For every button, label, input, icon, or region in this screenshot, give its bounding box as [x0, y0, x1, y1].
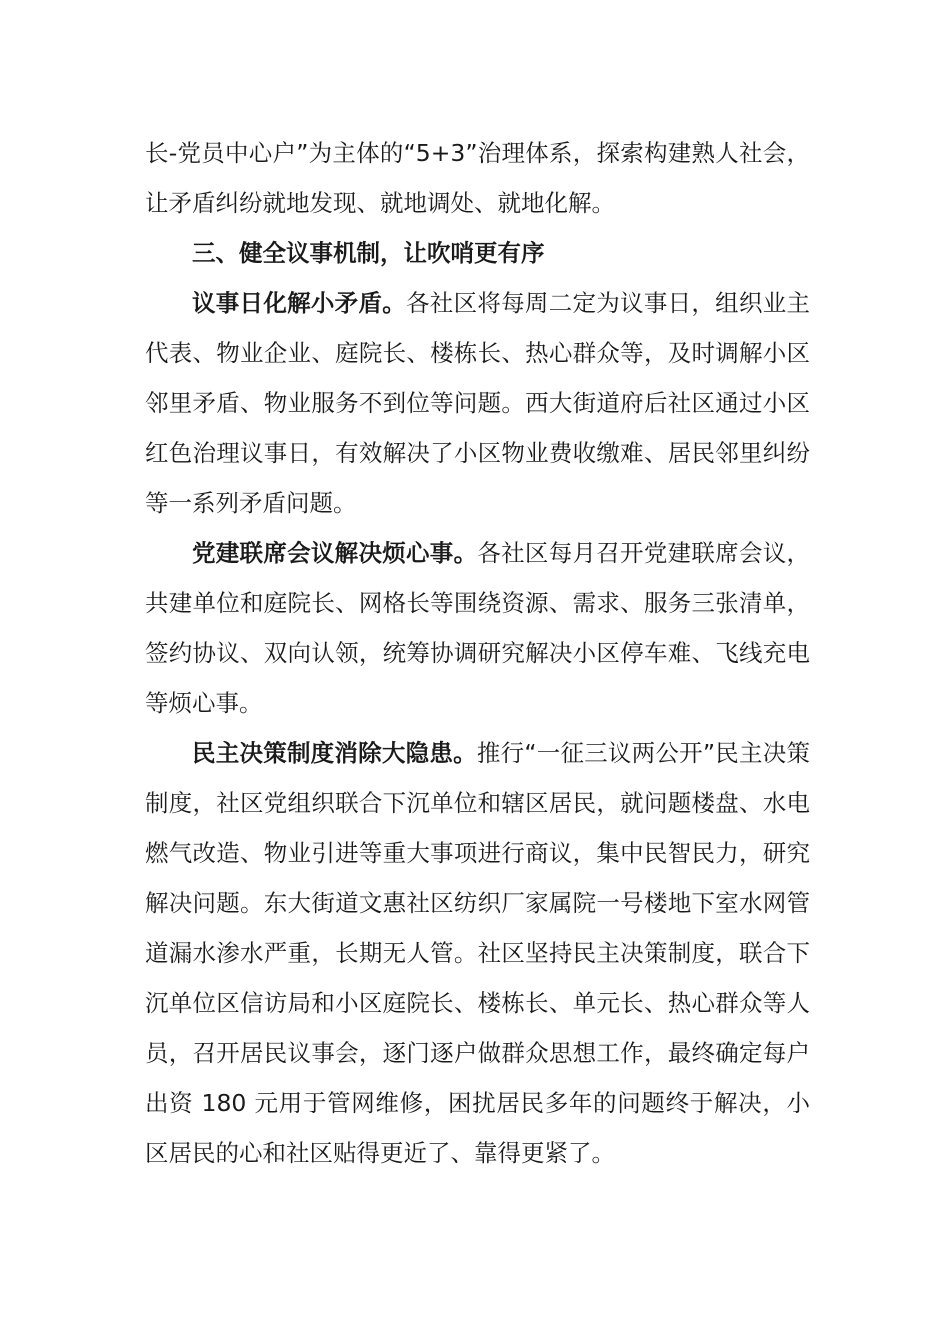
paragraph-lead: 民主决策制度消除大隐患。	[192, 739, 477, 767]
paragraph-body: 各社区每月召开党建联席会议，共建单位和庭院长、网格长等围绕资源、需求、服务三张清单，签约协议、双向认领，统筹协调研究解决小区停车难、飞线充电等烦心事。	[145, 539, 811, 717]
section-heading: 三、健全议事机制，让吹哨更有序	[192, 239, 545, 267]
paragraph-body: 推行“一征三议两公开”民主决策制度，社区党组织联合下沉单位和辖区居民，就问题楼盘、水电燃气改造、物业引进等重大事项进行商议，集中民智民力，研究解决问题。东大街道文惠社区纺织厂家属院一号楼地下室水网管道漏水渗水严重，长期无人管。社区坚持民主决策制度，联合下沉单位区信访局和小区庭院长、楼栋长、单元长、热心群众等人员，召开居民议事会，逐门逐户做群众思想工作，最终确定每户出资 180 元用于管网维修，困扰居民多年的问题终于解决，小区居民的心和社区贴得更近了、靠得更紧了。	[145, 739, 810, 1167]
paragraph-discussion-day	[145, 278, 810, 528]
paragraph-joint-meeting	[145, 528, 810, 728]
paragraph-lead: 议事日化解小矛盾。	[192, 289, 407, 317]
paragraph-body: 各社区将每周二定为议事日，组织业主代表、物业企业、庭院长、楼栋长、热心群众等，及时调解小区邻里矛盾、物业服务不到位等问题。西大街道府后社区通过小区红色治理议事日，有效解决了小区物业费收缴难、居民邻里纠纷等一系列矛盾问题。	[145, 289, 811, 517]
paragraph-lead: 党建联席会议解决烦心事。	[192, 539, 478, 567]
document-page	[145, 128, 810, 1178]
paragraph-continuation: 长-党员中心户”为主体的“5+3”治理体系，探索构建熟人社会，让矛盾纠纷就地发现、就地调处、就地化解。	[145, 139, 810, 217]
paragraph-democratic-decision	[145, 728, 810, 1178]
